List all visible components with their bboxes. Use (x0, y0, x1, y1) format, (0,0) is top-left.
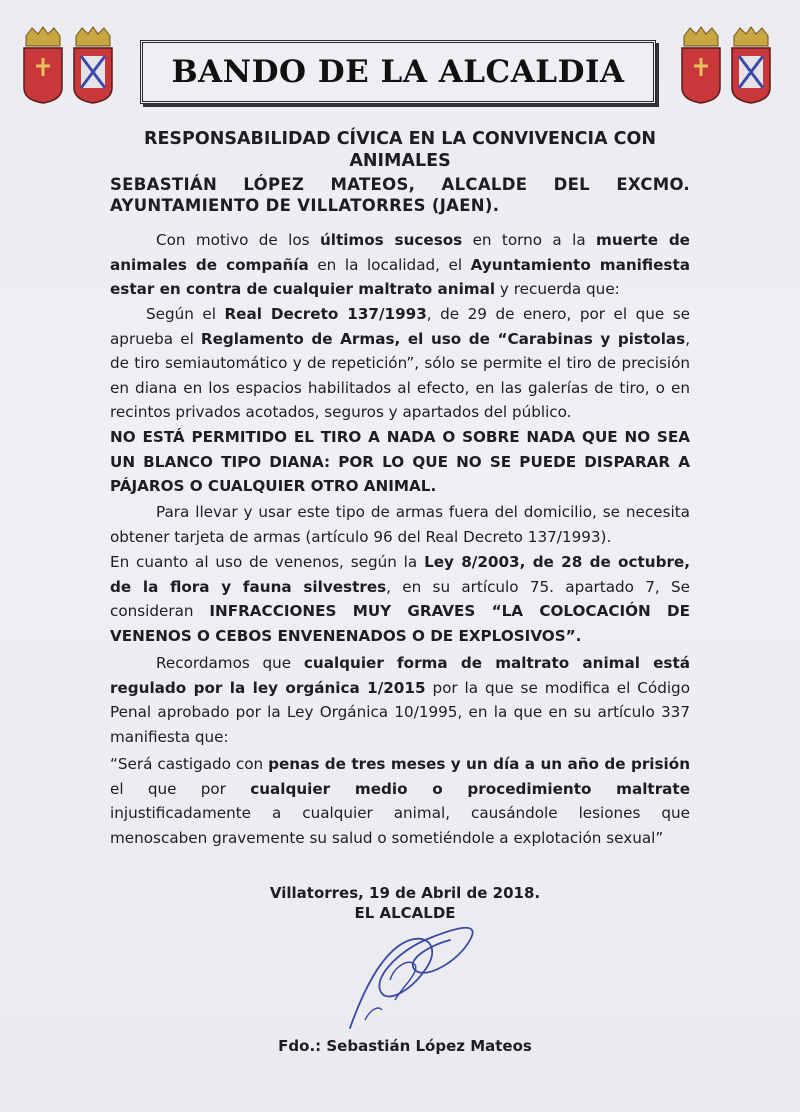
paragraph-intro: Con motivo de los últimos sucesos en torno a la muerte de animales de compañía en la localidad, el Ayuntamiento manifiesta estar en contra de cualquier maltrato animal y recuerda que: (110, 231, 690, 298)
coat-of-arms-left-2 (70, 26, 116, 104)
coat-of-arms-right-2 (728, 26, 774, 104)
handwritten-signature (330, 910, 490, 1040)
signer-role: EL ALCALDE (354, 904, 456, 922)
signed-by: Fdo.: Sebastián López Mateos (278, 1037, 532, 1055)
paragraph-poisons: En cuanto al uso de venenos, según la Ley 8/2003, de 28 de octubre, de la flora y fauna silvestres, en su artículo 75. apartado 7, Se consideran INFRACCIONES MUY GRAVES “LA COLOCACIÓN DE VENENOS O CEBOS ENVENENADOS O DE EXPLOSIVOS”. (110, 553, 690, 645)
paragraph-weapons-card: Para llevar y usar este tipo de armas fuera del domicilio, se necesita obtener tarjeta de armas (artículo 96 del Real Decreto 137/1993). (110, 503, 690, 546)
subject-heading (100, 128, 700, 172)
notice-title-box (140, 40, 656, 104)
mayor-heading-line1: SEBASTIÁN LÓPEZ MATEOS, ALCALDE DEL EXCMO. (110, 175, 690, 194)
coat-of-arms-left-1 (20, 26, 66, 104)
coat-of-arms-right-1 (678, 26, 724, 104)
paragraph-prohibition: NO ESTÁ PERMITIDO EL TIRO A NADA O SOBRE NADA QUE NO SEA UN BLANCO TIPO DIANA: POR LO QUE NO SE PUEDE DISPARAR A PÁJAROS O CUALQUIER OTRO ANIMAL. (110, 428, 690, 495)
paragraph-quote-article-337: “Será castigado con penas de tres meses y un día a un año de prisión el que por cualquier medio o procedimiento maltrate injustificadamente a cualquier animal, causándole lesiones que menoscaben gravemente su salud o sometiéndole a explotación sexual” (110, 755, 691, 847)
subject-heading-line2: ANIMALES (349, 151, 451, 171)
paragraph-weapons-decree: Según el Real Decreto 137/1993, de 29 de enero, por el que se aprueba el Reglamento de Armas, el uso de “Carabinas y pistolas, de tiro semiautomático y de repetición”, sólo se permite el tiro de precisión en diana en los espacios habilitados al efecto, en las galerías de tiro, o en recintos privados acotados, seguros y apartados del público. (110, 305, 691, 421)
subject-heading-line1: RESPONSABILIDAD CÍVICA EN LA CONVIVENCIA CON (143, 129, 657, 149)
place-and-date: Villatorres, 19 de Abril de 2018. (269, 884, 541, 902)
mayor-heading-line2: AYUNTAMIENTO DE VILLATORRES (JAEN). (110, 196, 500, 215)
mayor-heading (110, 174, 690, 216)
notice-title: BANDO DE LA ALCALDIA (171, 54, 625, 90)
paragraph-penal-code: Recordamos que cualquier forma de maltrato animal está regulado por la ley orgánica 1/2015 por la que se modifica el Código Penal aprobado por la Ley Orgánica 10/1995, en la que en su artículo 337 manifiesta que: (110, 654, 690, 746)
